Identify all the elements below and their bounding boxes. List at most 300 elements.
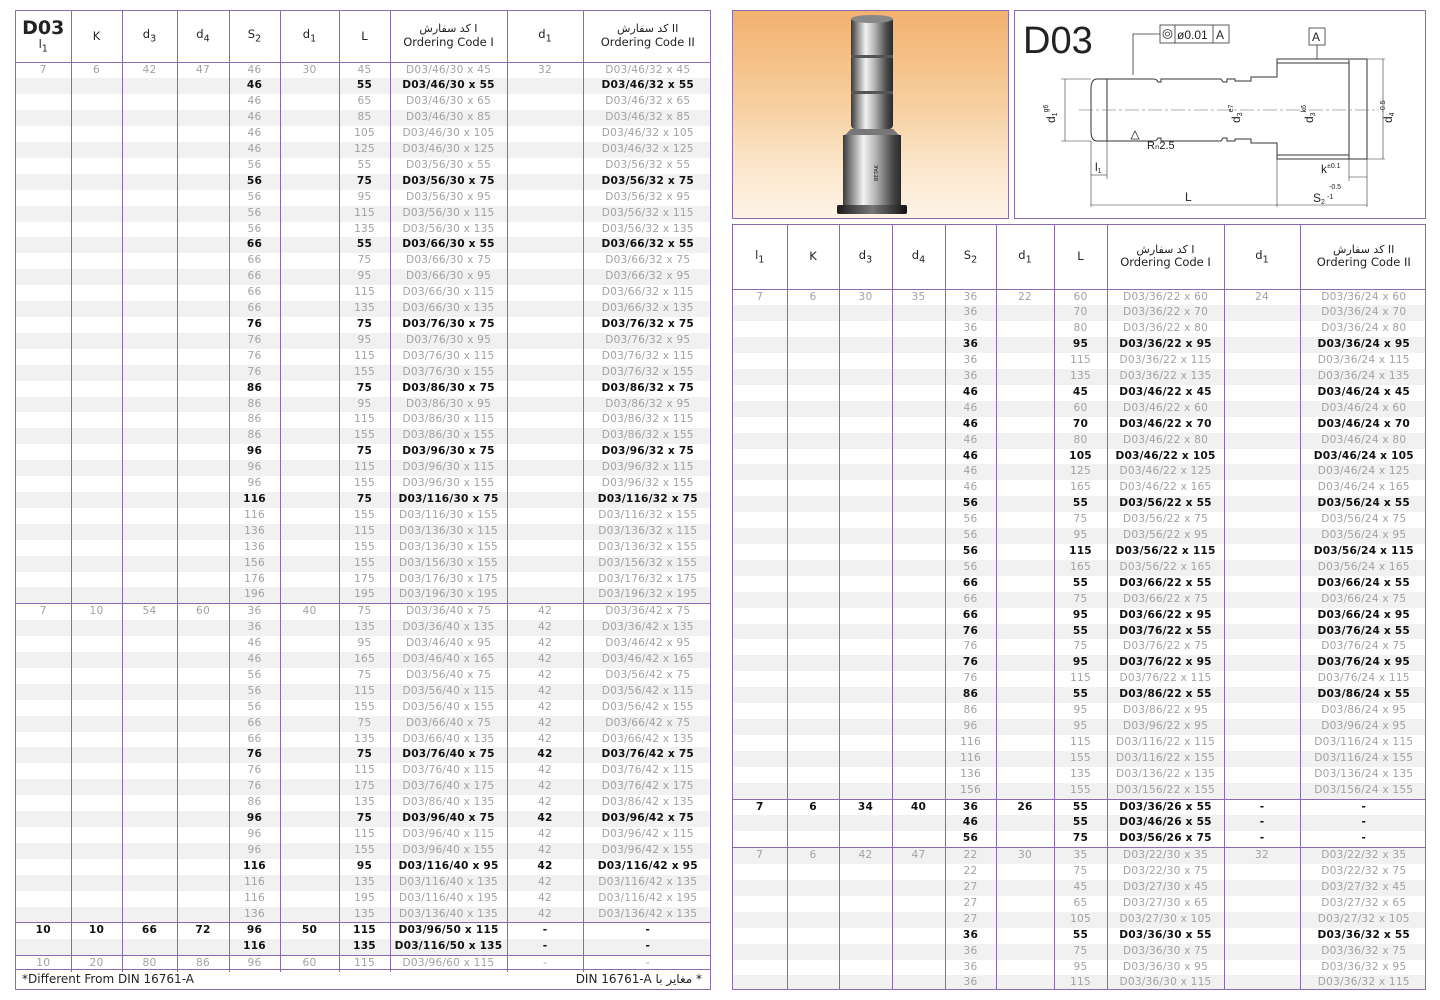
l1-cell [16, 476, 71, 492]
d4-cell [892, 464, 945, 480]
pillar-groove-1 [851, 55, 893, 58]
k-cell [71, 349, 122, 365]
d4-cell [177, 556, 229, 572]
k-cell [787, 815, 839, 831]
d3-cell [839, 480, 892, 496]
k-cell [787, 928, 839, 944]
l1-cell [16, 795, 71, 811]
d4-cell [892, 815, 945, 831]
k-cell [71, 428, 122, 444]
d3-cell [122, 716, 177, 732]
d1b-cell [507, 142, 583, 158]
ordering-code-1-cell: D03/96/30 x 155 [390, 476, 507, 492]
d1b-cell [507, 572, 583, 588]
ordering-code-1-cell: D03/36/22 x 70 [1107, 305, 1224, 321]
d4-cell [177, 444, 229, 460]
table-row [16, 62, 711, 78]
ordering-code-1-cell: D03/46/22 x 80 [1107, 433, 1224, 449]
L-cell: 135 [339, 620, 390, 636]
d4-cell [177, 476, 229, 492]
d1-cell [280, 795, 339, 811]
l1-cell [16, 891, 71, 907]
ordering-code-1-cell: D03/96/50 x 115 [390, 923, 507, 939]
k-cell [787, 655, 839, 671]
d4-cell [892, 385, 945, 401]
d4-cell [177, 174, 229, 190]
d1-cell [996, 624, 1054, 640]
k-cell: 20 [71, 956, 122, 972]
k-cell [71, 700, 122, 716]
l1-cell [16, 587, 71, 603]
table-row [733, 480, 1426, 496]
ordering-code-1-cell: D03/96/40 x 115 [390, 827, 507, 843]
k-cell [787, 385, 839, 401]
d3-cell [839, 864, 892, 880]
k-cell [787, 783, 839, 799]
L-cell: 75 [1054, 864, 1107, 880]
L-cell: 155 [339, 365, 390, 381]
d3-cell: 54 [122, 604, 177, 620]
d4-cell [177, 939, 229, 955]
k-cell [71, 811, 122, 827]
ordering-code-1-cell: D03/46/30 x 125 [390, 142, 507, 158]
ordering-code-2-cell: D03/116/24 x 155 [1300, 751, 1426, 767]
l1-cell [733, 767, 787, 783]
d1b-cell [1224, 719, 1300, 735]
header-l1-with-code: D03 $l_1$ [16, 11, 71, 62]
L-cell: 75 [1054, 592, 1107, 608]
d3-cell [122, 206, 177, 222]
ordering-code-2-cell: D03/22/32 x 35 [1300, 848, 1426, 864]
l1-cell: 10 [16, 956, 71, 972]
d1b-cell [1224, 496, 1300, 512]
ordering-code-2-cell: D03/86/32 x 115 [583, 412, 711, 428]
L-cell: 75 [1054, 944, 1107, 960]
ordering-code-2-cell: - [583, 923, 711, 939]
ordering-code-1-cell: D03/46/40 x 95 [390, 636, 507, 652]
d4-cell [177, 811, 229, 827]
d3-cell [839, 735, 892, 751]
ordering-code-2-cell: D03/96/32 x 155 [583, 476, 711, 492]
k-cell [787, 831, 839, 847]
d1-cell [280, 716, 339, 732]
d3-cell [839, 417, 892, 433]
l1-cell [733, 401, 787, 417]
d3-cell [122, 174, 177, 190]
ordering-code-2-cell: D03/46/32 x 55 [583, 78, 711, 94]
ordering-code-2-cell: - [583, 956, 711, 972]
header-l1: $l_1$ [733, 225, 787, 289]
d3-cell [839, 560, 892, 576]
s2-cell: 46 [945, 815, 996, 831]
d4-cell [177, 572, 229, 588]
s2-cell: 96 [229, 956, 280, 972]
d4-cell [177, 684, 229, 700]
d4-cell [892, 783, 945, 799]
d1-cell [280, 158, 339, 174]
ordering-code-2-cell: D03/96/32 x 75 [583, 444, 711, 460]
table-row [16, 795, 711, 811]
d1b-cell: 42 [507, 668, 583, 684]
table-row [16, 222, 711, 238]
ordering-code-1-cell: D03/46/22 x 165 [1107, 480, 1224, 496]
d1b-cell [1224, 864, 1300, 880]
k-cell [71, 190, 122, 206]
s2-cell: 46 [229, 636, 280, 652]
dim-d3-k6: $d3^{k6}$ [1301, 105, 1317, 123]
ordering-code-2-cell: D03/66/32 x 55 [583, 237, 711, 253]
L-cell: 55 [339, 158, 390, 174]
L-cell: 135 [339, 222, 390, 238]
dim-s2-tol-low: -1 [1327, 194, 1334, 201]
l1-cell [16, 827, 71, 843]
s2-cell: 116 [229, 875, 280, 891]
d1-cell [280, 142, 339, 158]
L-cell: 115 [339, 763, 390, 779]
ordering-code-1-cell: D03/136/30 x 115 [390, 524, 507, 540]
d4-cell [177, 763, 229, 779]
s2-cell: 116 [945, 751, 996, 767]
d1b-cell: 32 [1224, 848, 1300, 864]
l1-cell [16, 556, 71, 572]
table-row [16, 811, 711, 827]
d1b-cell [1224, 896, 1300, 912]
ordering-code-1-cell: D03/86/30 x 155 [390, 428, 507, 444]
tolerance-datum: A [1216, 28, 1225, 42]
d3-cell [122, 859, 177, 875]
table-row [16, 397, 711, 413]
l1-cell [16, 524, 71, 540]
L-cell: 155 [1054, 783, 1107, 799]
d1b-cell [1224, 655, 1300, 671]
table-row [16, 827, 711, 843]
d1b-cell [507, 222, 583, 238]
L-cell: 55 [1054, 576, 1107, 592]
table-row [16, 875, 711, 891]
d1-cell [280, 492, 339, 508]
ordering-code-1-cell: D03/116/30 x 155 [390, 508, 507, 524]
d4-cell [892, 560, 945, 576]
d4-cell [892, 496, 945, 512]
d1-cell: 40 [280, 604, 339, 620]
d1-cell [280, 444, 339, 460]
L-cell: 75 [339, 747, 390, 763]
L-cell: 55 [1054, 687, 1107, 703]
L-cell: 45 [339, 62, 390, 78]
d1-cell [280, 460, 339, 476]
ordering-code-1-cell: D03/66/30 x 95 [390, 269, 507, 285]
d3-cell [839, 353, 892, 369]
d4-cell [892, 544, 945, 560]
d1-cell: 30 [280, 62, 339, 78]
l1-cell [733, 385, 787, 401]
d3-cell [839, 385, 892, 401]
s2-cell: 66 [229, 253, 280, 269]
table-row [16, 126, 711, 142]
s2-cell: 46 [945, 401, 996, 417]
d4-cell [177, 190, 229, 206]
d1b-cell [1224, 480, 1300, 496]
s2-cell: 66 [229, 237, 280, 253]
s2-cell: 76 [945, 655, 996, 671]
d4-cell [177, 349, 229, 365]
ordering-code-1-cell: D03/116/40 x 95 [390, 859, 507, 875]
d1b-cell [1224, 928, 1300, 944]
L-cell: 165 [339, 652, 390, 668]
l1-cell: 10 [16, 923, 71, 939]
k-cell [787, 480, 839, 496]
ordering-code-2-cell: D03/36/24 x 115 [1300, 353, 1426, 369]
s2-cell: 36 [945, 353, 996, 369]
k-cell [787, 321, 839, 337]
s2-cell: 86 [229, 397, 280, 413]
ordering-code-2-cell: D03/66/24 x 95 [1300, 608, 1426, 624]
d1-cell [280, 572, 339, 588]
d3-cell [839, 896, 892, 912]
l1-cell [733, 512, 787, 528]
k-cell [71, 620, 122, 636]
ordering-code-2-cell: D03/46/42 x 95 [583, 636, 711, 652]
L-cell: 195 [339, 587, 390, 603]
dim-k: $k^{\pm 0.1}$ [1321, 162, 1341, 176]
k-cell [787, 735, 839, 751]
k-cell [71, 301, 122, 317]
d3-cell [122, 333, 177, 349]
d1-cell [996, 544, 1054, 560]
d1-cell [280, 110, 339, 126]
ordering-code-1-cell: D03/76/22 x 115 [1107, 671, 1224, 687]
table-row [16, 444, 711, 460]
L-cell: 95 [1054, 608, 1107, 624]
ordering-code-1-cell: D03/36/30 x 75 [1107, 944, 1224, 960]
d4-cell [892, 305, 945, 321]
table-row [16, 317, 711, 333]
header-d1: $d_1$ [996, 225, 1054, 289]
ordering-code-1-cell: D03/176/30 x 175 [390, 572, 507, 588]
d3-cell [839, 608, 892, 624]
ordering-code-1-cell: D03/46/40 x 165 [390, 652, 507, 668]
l1-cell [16, 732, 71, 748]
d4-cell: 86 [177, 956, 229, 972]
d4-cell [892, 719, 945, 735]
table-row [733, 751, 1426, 767]
l1-cell [733, 975, 787, 990]
d4-cell [177, 716, 229, 732]
L-cell: 155 [1054, 751, 1107, 767]
ordering-code-2-cell: - [1300, 831, 1426, 847]
d4-cell [892, 433, 945, 449]
L-cell: 60 [1054, 401, 1107, 417]
s2-cell: 76 [945, 671, 996, 687]
concentricity-icon [1163, 30, 1172, 39]
ordering-code-1-cell: D03/27/30 x 65 [1107, 896, 1224, 912]
d3-cell [839, 464, 892, 480]
l1-cell [16, 684, 71, 700]
ordering-code-1-cell: D03/66/22 x 95 [1107, 608, 1224, 624]
s2-cell: 46 [229, 126, 280, 142]
d1b-cell: 24 [1224, 289, 1300, 305]
roughness-icon [1131, 131, 1139, 139]
k-cell [71, 684, 122, 700]
k-cell [71, 222, 122, 238]
pillar-shoulder [845, 129, 899, 135]
d3-cell [122, 110, 177, 126]
d1-cell [996, 512, 1054, 528]
d4-cell [177, 652, 229, 668]
ordering-code-1-cell: D03/36/22 x 80 [1107, 321, 1224, 337]
s2-cell: 56 [229, 684, 280, 700]
ordering-code-2-cell: D03/46/32 x 125 [583, 142, 711, 158]
d4-cell [177, 222, 229, 238]
table-row [16, 763, 711, 779]
ordering-code-1-cell: D03/66/30 x 55 [390, 237, 507, 253]
ordering-code-1-cell: D03/76/40 x 175 [390, 779, 507, 795]
L-cell: 55 [1054, 928, 1107, 944]
ordering-code-2-cell: D03/76/32 x 95 [583, 333, 711, 349]
right-table-body [733, 289, 1426, 990]
ordering-code-2-cell: D03/36/24 x 60 [1300, 289, 1426, 305]
L-cell: 135 [339, 875, 390, 891]
k-cell [71, 875, 122, 891]
d3-cell [122, 572, 177, 588]
l1-cell [733, 655, 787, 671]
d1b-cell [507, 301, 583, 317]
l1-cell [16, 253, 71, 269]
d1b-cell [507, 237, 583, 253]
technical-drawing-panel [1014, 10, 1426, 219]
ordering-code-2-cell: D03/36/42 x 75 [583, 604, 711, 620]
d1-cell [996, 480, 1054, 496]
L-cell: 65 [339, 94, 390, 110]
d3-cell [122, 779, 177, 795]
table-row [733, 912, 1426, 928]
l1-cell [733, 815, 787, 831]
L-cell: 115 [1054, 671, 1107, 687]
ordering-code-2-cell: D03/86/32 x 155 [583, 428, 711, 444]
ordering-code-1-cell: D03/46/30 x 85 [390, 110, 507, 126]
k-cell [71, 779, 122, 795]
header-d4: $d_4$ [177, 11, 229, 62]
d1-cell [996, 864, 1054, 880]
k-cell [71, 158, 122, 174]
d3-cell [122, 587, 177, 603]
d1b-cell [507, 476, 583, 492]
s2-cell: 22 [945, 848, 996, 864]
d1b-cell [1224, 337, 1300, 353]
s2-cell: 86 [945, 687, 996, 703]
d1b-cell: 42 [507, 843, 583, 859]
l1-cell [733, 608, 787, 624]
d1b-cell: 42 [507, 747, 583, 763]
k-cell [71, 444, 122, 460]
d1b-cell [507, 508, 583, 524]
d1b-cell: 42 [507, 875, 583, 891]
ordering-code-2-cell: D03/36/24 x 70 [1300, 305, 1426, 321]
L-cell: 95 [339, 190, 390, 206]
d1-cell [280, 891, 339, 907]
L-cell: 55 [1054, 624, 1107, 640]
d3-cell: 34 [839, 799, 892, 815]
s2-cell: 36 [945, 337, 996, 353]
d1-cell [996, 321, 1054, 337]
d1-cell [996, 496, 1054, 512]
ordering-code-1-cell: D03/46/26 x 55 [1107, 815, 1224, 831]
table-row [733, 703, 1426, 719]
k-cell [787, 544, 839, 560]
d4-cell [177, 779, 229, 795]
d1-cell [996, 912, 1054, 928]
dim-d3-e7: $d3^{e7}$ [1228, 104, 1244, 123]
table-row [16, 668, 711, 684]
ordering-code-1-cell: D03/196/30 x 195 [390, 587, 507, 603]
s2-cell: 56 [945, 496, 996, 512]
s2-cell: 66 [229, 716, 280, 732]
s2-cell: 96 [229, 811, 280, 827]
ordering-code-1-cell: D03/56/22 x 115 [1107, 544, 1224, 560]
L-cell: 115 [339, 923, 390, 939]
d1-cell [280, 94, 339, 110]
d1b-cell [1224, 369, 1300, 385]
table-row [733, 385, 1426, 401]
L-cell: 125 [1054, 464, 1107, 480]
ordering-code-2-cell: D03/56/32 x 55 [583, 158, 711, 174]
l1-cell [733, 639, 787, 655]
k-cell: 6 [71, 62, 122, 78]
L-cell: 155 [339, 700, 390, 716]
L-cell: 135 [339, 301, 390, 317]
d1b-cell [507, 381, 583, 397]
d4-cell [177, 317, 229, 333]
k-cell [71, 206, 122, 222]
d3-cell [122, 444, 177, 460]
dim-s2-tol-up: -0.5 [1329, 184, 1342, 191]
ordering-code-2-cell: D03/96/42 x 75 [583, 811, 711, 827]
k-cell [71, 716, 122, 732]
ordering-code-2-cell: D03/46/42 x 165 [583, 652, 711, 668]
l1-cell [733, 417, 787, 433]
ordering-code-2-cell: D03/27/32 x 105 [1300, 912, 1426, 928]
s2-cell: 56 [229, 668, 280, 684]
ordering-code-1-cell: D03/116/40 x 195 [390, 891, 507, 907]
d4-cell [177, 460, 229, 476]
d4-cell: 47 [177, 62, 229, 78]
ordering-code-2-cell: D03/86/24 x 95 [1300, 703, 1426, 719]
d1b-cell [507, 126, 583, 142]
d4-cell [892, 735, 945, 751]
k-cell [787, 751, 839, 767]
l1-cell [733, 337, 787, 353]
ordering-code-2-cell: D03/56/24 x 75 [1300, 512, 1426, 528]
s2-cell: 116 [229, 939, 280, 955]
d1b-cell [507, 78, 583, 94]
table-row [733, 864, 1426, 880]
d1-cell [996, 639, 1054, 655]
table-row [16, 684, 711, 700]
k-cell [71, 524, 122, 540]
d1b-cell [1224, 512, 1300, 528]
d1-cell [280, 381, 339, 397]
d1b-cell [507, 317, 583, 333]
ordering-code-2-cell: D03/46/32 x 65 [583, 94, 711, 110]
table-row [733, 799, 1426, 815]
d1b-cell: 42 [507, 716, 583, 732]
table-row [16, 907, 711, 923]
k-cell [787, 703, 839, 719]
l1-cell [16, 190, 71, 206]
d3-cell [839, 687, 892, 703]
d1b-cell: 42 [507, 827, 583, 843]
d3-cell [122, 700, 177, 716]
